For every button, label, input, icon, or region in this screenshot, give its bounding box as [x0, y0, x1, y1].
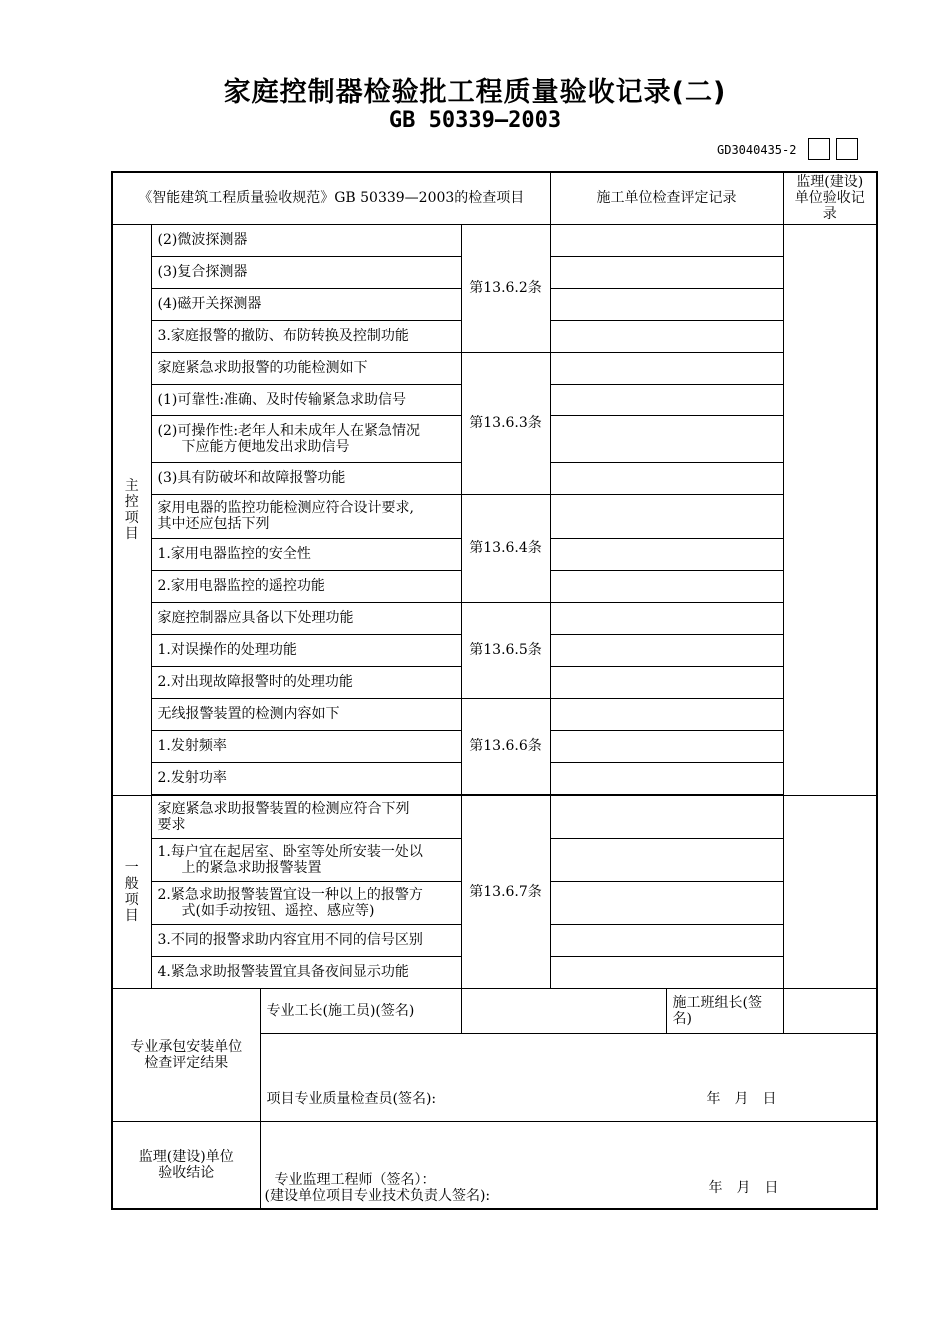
item-composite-detector: (3)复合探测器	[151, 256, 461, 288]
item-emergency-help-intro: 家庭紧急求助报警的功能检测如下	[151, 352, 461, 384]
code-box-2[interactable]	[836, 138, 858, 160]
supervisor-engineer-label: 专业监理工程师（签名）：	[274, 1172, 436, 1188]
record-cell[interactable]	[550, 634, 783, 666]
supervisor-cell-general[interactable]	[783, 795, 877, 988]
record-cell[interactable]	[550, 666, 783, 698]
quality-inspector-cell[interactable]	[260, 1033, 877, 1121]
item-appliance-remote: 2.家用电器监控的遥控功能	[151, 570, 461, 602]
item-install-per-room: 1.每户宜在起居室、卧室等处所安装一处以 上的紧急求助报警装置	[151, 838, 461, 881]
record-cell[interactable]	[550, 494, 783, 538]
supervisor-cell-main[interactable]	[783, 224, 877, 795]
foreman-signature[interactable]	[461, 988, 666, 1033]
item-wireless-alarm-intro: 无线报警装置的检测内容如下	[151, 698, 461, 730]
record-cell[interactable]	[550, 956, 783, 988]
general-items-label: 一 般 项 目	[112, 795, 151, 988]
contractor-result-label: 专业承包安装单位 检查评定结果	[112, 988, 260, 1121]
record-cell[interactable]	[550, 730, 783, 762]
form-code: GD3040435-2	[717, 143, 797, 157]
record-cell[interactable]	[550, 462, 783, 494]
clause-13-6-5: 第13.6.5条	[461, 602, 550, 698]
header-supervisor-record: 监理(建设) 单位验收记录	[783, 172, 877, 224]
header-contractor-record: 施工单位检查评定记录	[550, 172, 783, 224]
inspection-table	[111, 171, 878, 1210]
inspection-date: 年 月 日	[706, 1090, 777, 1107]
record-cell[interactable]	[550, 881, 783, 924]
record-cell[interactable]	[550, 762, 783, 794]
acceptance-date: 年 月 日	[708, 1180, 779, 1196]
supervisor-conclusion-cell[interactable]	[260, 1121, 877, 1209]
clause-13-6-2: 第13.6.2条	[461, 224, 550, 352]
clause-13-6-6: 第13.6.6条	[461, 698, 550, 794]
item-tamper-fault-alarm: (3)具有防破坏和故障报警功能	[151, 462, 461, 494]
team-leader-label: 施工班组长(签名)	[666, 988, 783, 1033]
record-cell[interactable]	[550, 570, 783, 602]
clause-13-6-4: 第13.6.4条	[461, 494, 550, 602]
record-cell[interactable]	[550, 602, 783, 634]
item-fault-alarm-handling: 2.对出现故障报警时的处理功能	[151, 666, 461, 698]
item-operability: (2)可操作性:老年人和未成年人在紧急情况 下应能方便地发出求助信号	[151, 415, 461, 462]
item-appliance-monitoring-intro: 家用电器的监控功能检测应符合设计要求, 其中还应包括下列	[151, 494, 461, 538]
item-microwave-detector: (2)微波探测器	[151, 224, 461, 256]
item-misoperation-handling: 1.对误操作的处理功能	[151, 634, 461, 666]
record-cell[interactable]	[550, 838, 783, 881]
record-cell[interactable]	[550, 698, 783, 730]
record-cell[interactable]	[550, 256, 783, 288]
item-controller-processing-intro: 家庭控制器应具备以下处理功能	[151, 602, 461, 634]
item-emergency-device-intro: 家庭紧急求助报警装置的检测应符合下列 要求	[151, 795, 461, 838]
team-leader-signature[interactable]	[783, 988, 877, 1033]
standard-number: GB 50339—2003	[388, 108, 562, 133]
owner-rep-label: (建设单位项目专业技术负责人签名):	[264, 1188, 491, 1204]
record-cell[interactable]	[550, 924, 783, 956]
item-distinct-signals: 3.不同的报警求助内容宜用不同的信号区别	[151, 924, 461, 956]
item-multiple-alarm-modes: 2.紧急求助报警装置宜设一种以上的报警方 式(如手动按钮、遥控、感应等)	[151, 881, 461, 924]
record-cell[interactable]	[550, 288, 783, 320]
item-night-display: 4.紧急求助报警装置宜具备夜间显示功能	[151, 956, 461, 988]
record-cell[interactable]	[550, 795, 783, 838]
record-cell[interactable]	[550, 415, 783, 462]
foreman-label: 专业工长(施工员)(签名)	[260, 988, 461, 1033]
clause-13-6-7: 第13.6.7条	[461, 795, 550, 988]
item-transmit-power: 2.发射功率	[151, 762, 461, 794]
clause-13-6-3: 第13.6.3条	[461, 352, 550, 494]
header-check-item: 《智能建筑工程质量验收规范》GB 50339—2003的检查项目	[112, 172, 550, 224]
record-cell[interactable]	[550, 384, 783, 415]
main-items-label: 主 控 项 目	[112, 224, 151, 795]
record-cell[interactable]	[550, 224, 783, 256]
item-appliance-safety: 1.家用电器监控的安全性	[151, 538, 461, 570]
record-cell[interactable]	[550, 352, 783, 384]
supervisor-conclusion-label: 监理(建设)单位 验收结论	[112, 1121, 260, 1209]
record-cell[interactable]	[550, 320, 783, 352]
item-transmit-frequency: 1.发射频率	[151, 730, 461, 762]
code-box-1[interactable]	[808, 138, 830, 160]
item-reliability: (1)可靠性:准确、及时传输紧急求助信号	[151, 384, 461, 415]
item-arm-disarm-control: 3.家庭报警的撤防、布防转换及控制功能	[151, 320, 461, 352]
item-magnetic-switch-detector: (4)磁开关探测器	[151, 288, 461, 320]
page-title: 家庭控制器检验批工程质量验收记录(二)	[223, 77, 727, 108]
record-cell[interactable]	[550, 538, 783, 570]
quality-inspector-label: 项目专业质量检查员(签名):	[266, 1090, 437, 1107]
